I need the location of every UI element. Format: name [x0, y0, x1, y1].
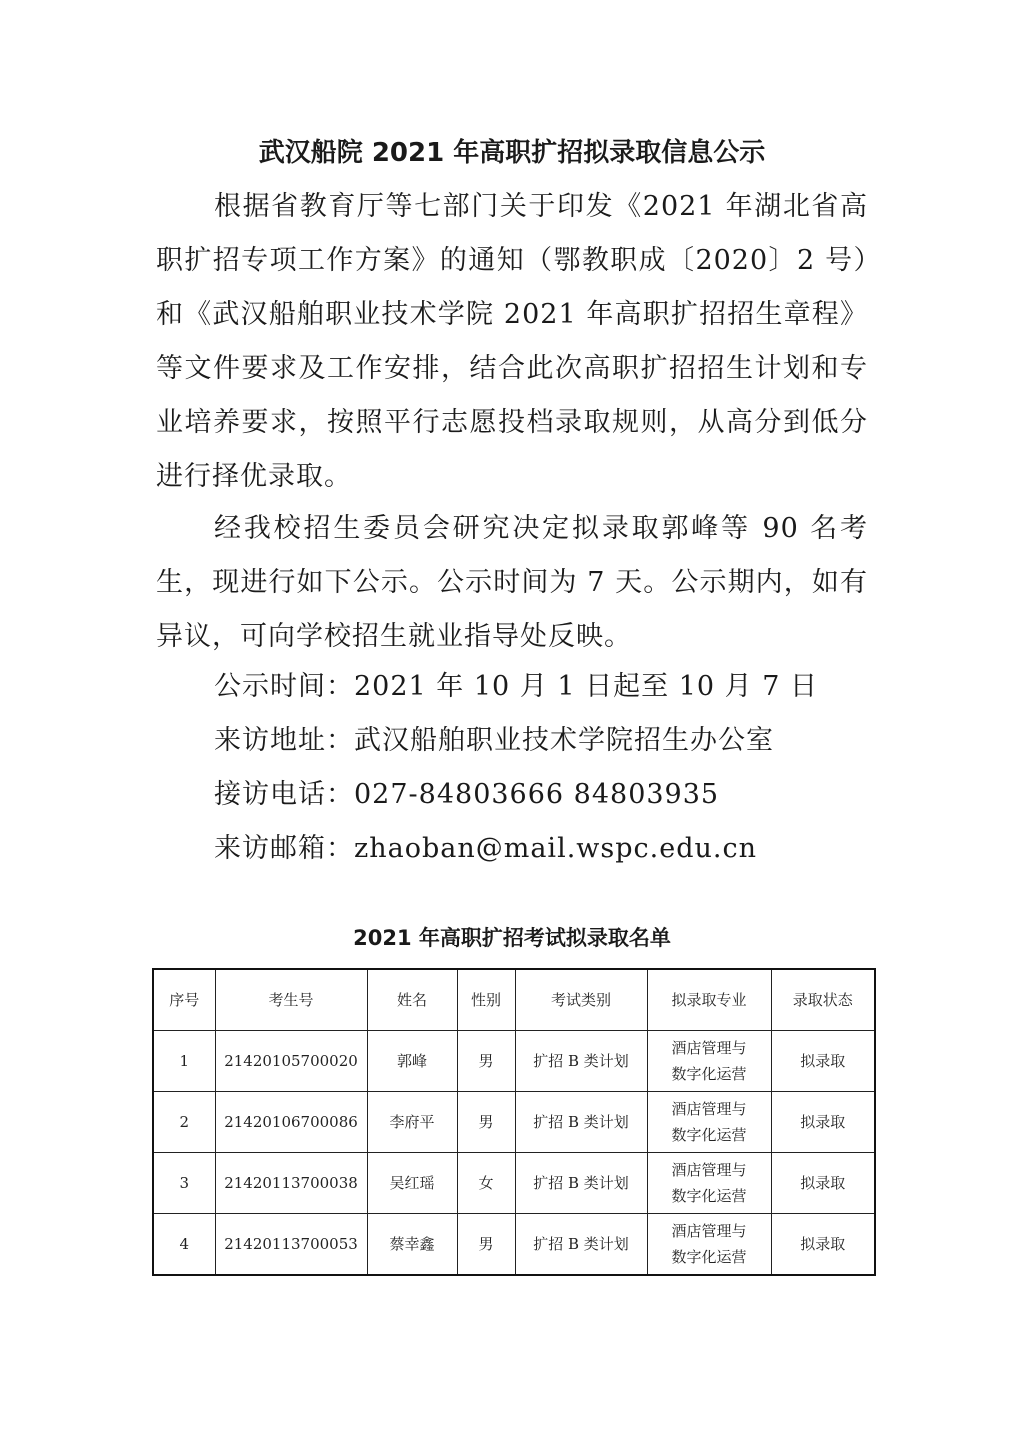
cell-gender: 男 [457, 1214, 515, 1276]
major-line-2: 数字化运营 [671, 1126, 747, 1144]
cell-candidate-id: 21420113700038 [215, 1153, 367, 1214]
intro-paragraph: 根据省教育厅等七部门关于印发《2021 年湖北省高职扩招专项工作方案》的通知（鄂教职成〔2020〕2 号）和《武汉船舶职业技术学院 2021 年高职扩招招生章程》等文件要求及工作安排，结合此次高职扩招招生计划和专业培养要求，按照平行志愿投档录取规则，从高分到低分进行择优录取。 [156, 191, 868, 492]
header-gender: 性别 [457, 969, 515, 1031]
cell-name: 吴红瑶 [367, 1153, 457, 1214]
major-line-1: 酒店管理与 [671, 1039, 747, 1057]
announcement-period: 公示时间：2021 年 10 月 1 日起至 10 月 7 日 [214, 671, 819, 702]
cell-status: 拟录取 [771, 1092, 875, 1153]
table-header-row [153, 969, 875, 1031]
cell-name: 李府平 [367, 1092, 457, 1153]
cell-major [647, 1092, 771, 1153]
header-status: 录取状态 [771, 969, 875, 1031]
cell-exam-category: 扩招 B 类计划 [515, 1031, 647, 1092]
cell-status: 拟录取 [771, 1214, 875, 1276]
cell-candidate-id: 21420105700020 [215, 1031, 367, 1092]
table-row [153, 1092, 875, 1153]
cell-status: 拟录取 [771, 1153, 875, 1214]
major-line-2: 数字化运营 [671, 1065, 747, 1083]
admission-table [152, 968, 876, 1276]
major-line-1: 酒店管理与 [671, 1222, 747, 1240]
cell-gender: 男 [457, 1031, 515, 1092]
cell-candidate-id: 21420106700086 [215, 1092, 367, 1153]
cell-no: 2 [153, 1092, 215, 1153]
cell-major [647, 1214, 771, 1276]
cell-no: 1 [153, 1031, 215, 1092]
cell-exam-category: 扩招 B 类计划 [515, 1153, 647, 1214]
cell-gender: 女 [457, 1153, 515, 1214]
major-line-2: 数字化运营 [671, 1248, 747, 1266]
header-major: 拟录取专业 [647, 969, 771, 1031]
visit-address: 来访地址：武汉船舶职业技术学院招生办公室 [214, 725, 774, 756]
header-name: 姓名 [367, 969, 457, 1031]
cell-no: 4 [153, 1214, 215, 1276]
cell-major [647, 1153, 771, 1214]
cell-name: 郭峰 [367, 1031, 457, 1092]
header-candidate-id: 考生号 [215, 969, 367, 1031]
cell-no: 3 [153, 1153, 215, 1214]
decision-paragraph: 经我校招生委员会研究决定拟录取郭峰等 90 名考生，现进行如下公示。公示时间为 7 天。公示期内，如有异议，可向学校招生就业指导处反映。 [156, 513, 868, 652]
cell-gender: 男 [457, 1092, 515, 1153]
cell-status: 拟录取 [771, 1031, 875, 1092]
major-line-2: 数字化运营 [671, 1187, 747, 1205]
contact-email: 来访邮箱：zhaoban@mail.wspc.edu.cn [214, 833, 757, 864]
document-title: 武汉船院 2021 年高职扩招拟录取信息公示 [258, 138, 766, 168]
major-line-1: 酒店管理与 [671, 1161, 747, 1179]
table-title: 2021 年高职扩招考试拟录取名单 [353, 926, 671, 950]
table-row [153, 1214, 875, 1276]
major-line-1: 酒店管理与 [671, 1100, 747, 1118]
cell-major [647, 1031, 771, 1092]
table-row [153, 1153, 875, 1214]
cell-name: 蔡幸鑫 [367, 1214, 457, 1276]
table-row [153, 1031, 875, 1092]
header-exam-category: 考试类别 [515, 969, 647, 1031]
cell-exam-category: 扩招 B 类计划 [515, 1092, 647, 1153]
contact-phone: 接访电话：027-84803666 84803935 [214, 779, 720, 810]
cell-candidate-id: 21420113700053 [215, 1214, 367, 1276]
header-no: 序号 [153, 969, 215, 1031]
cell-exam-category: 扩招 B 类计划 [515, 1214, 647, 1276]
